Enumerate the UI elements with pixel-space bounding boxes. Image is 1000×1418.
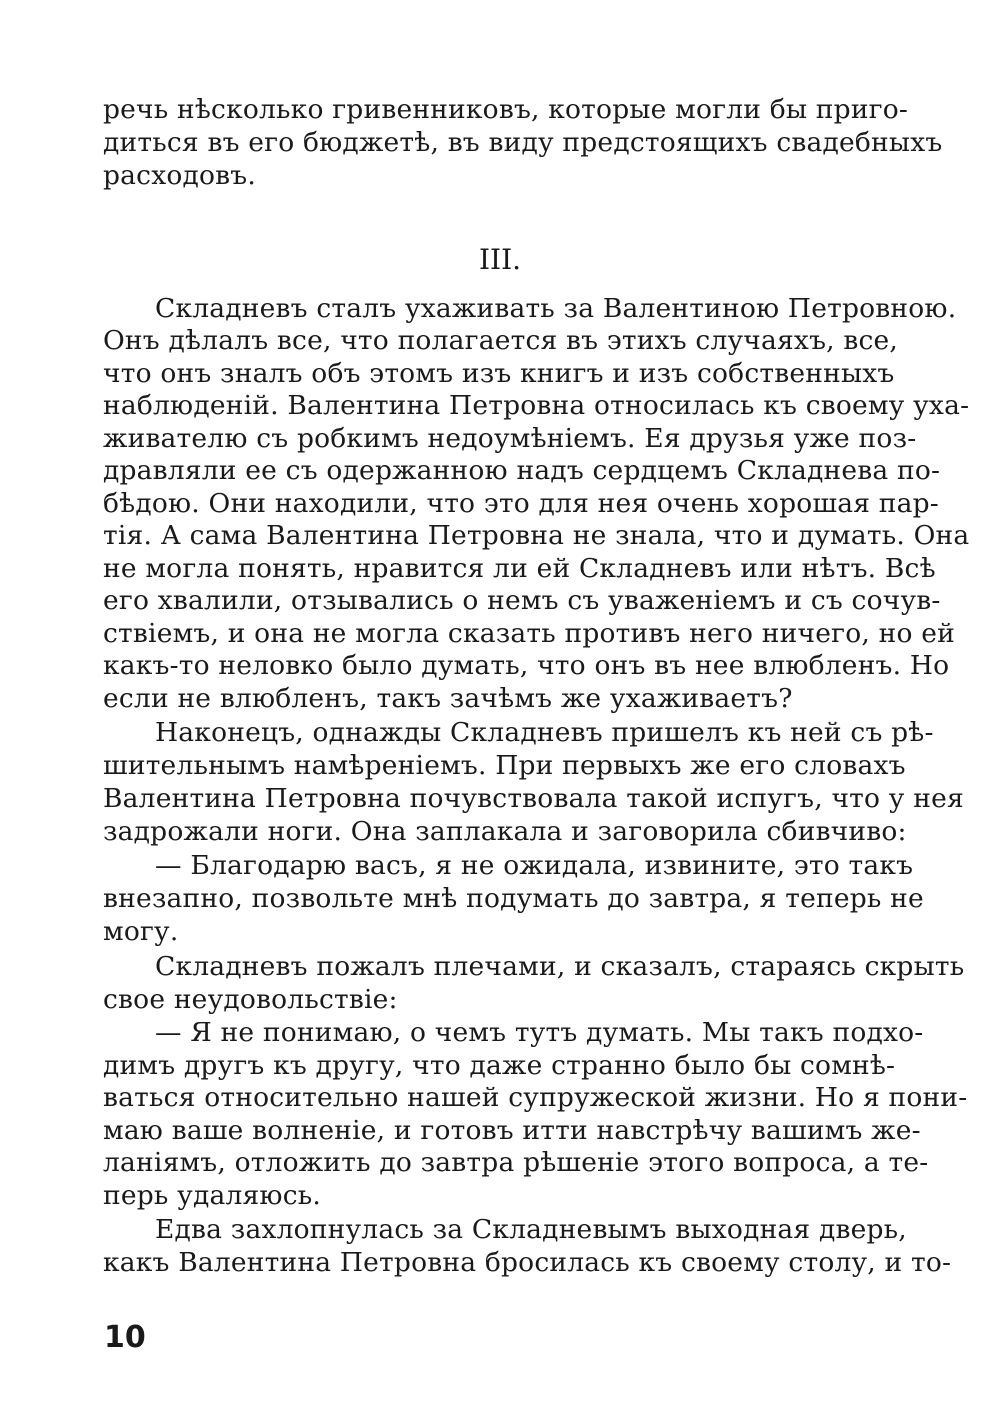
page-number: 10 bbox=[104, 1320, 146, 1355]
text-line: расходовъ. bbox=[103, 160, 256, 191]
text-line: речь нѣсколько гривенниковъ, которые могли бы приго- bbox=[103, 94, 909, 125]
text-line: свое неудовольствіе: bbox=[103, 984, 398, 1015]
text-line: ваться относительно нашей супружеской жизни. Но я пони- bbox=[103, 1082, 968, 1113]
text-line: что онъ зналъ объ этомъ изъ книгъ и изъ собственныхъ bbox=[103, 358, 895, 389]
text-line: Онъ дѣлалъ все, что полагается въ этихъ случаяхъ, все, bbox=[103, 325, 899, 356]
text-line: живателю съ робкимъ недоумѣніемъ. Ея друзья уже поз- bbox=[103, 423, 917, 454]
text-line: могу. bbox=[103, 916, 179, 947]
text-line: — Благодарю васъ, я не ожидала, извините, это такъ bbox=[155, 850, 914, 881]
text-line: Наконецъ, однажды Складневъ пришелъ къ ней съ рѣ- bbox=[155, 717, 934, 748]
text-line: какъ Валентина Петровна бросилась къ своему столу, и то- bbox=[103, 1247, 952, 1278]
text-line: Валентина Петровна почувствовала такой испугъ, что у нея bbox=[103, 783, 964, 814]
text-line: — Я не понимаю, о чемъ тутъ думать. Мы такъ подхо- bbox=[155, 1017, 924, 1048]
text-line: если не влюбленъ, такъ зачѣмъ же ухаживаетъ? bbox=[103, 683, 793, 714]
text-line: задрожали ноги. Она заплакала и заговорила сбивчиво: bbox=[103, 816, 907, 847]
text-line: перь удаляюсь. bbox=[103, 1180, 321, 1211]
text-line: его хвалили, отзывались о немъ съ уваженіемъ и съ сочув- bbox=[103, 585, 941, 616]
text-line: ланіямъ, отложить до завтра рѣшеніе этого вопроса, а те- bbox=[103, 1147, 929, 1178]
text-line: Складневъ сталъ ухаживать за Валентиною Петровною. bbox=[155, 293, 957, 324]
text-line: дравляли ее съ одержанною надъ сердцемъ Складнева по- bbox=[103, 455, 941, 486]
chapter-heading: III. bbox=[478, 243, 522, 276]
text-line: какъ-то неловко было думать, что онъ въ нее влюбленъ. Но bbox=[103, 650, 950, 681]
text-line: димъ другъ къ другу, что даже странно было бы сомнѣ- bbox=[103, 1050, 896, 1081]
text-line: ствіемъ, и она не могла сказать противъ него ничего, но ей bbox=[103, 618, 955, 649]
text-line: бѣдою. Они находили, что это для нея очень хорошая пар- bbox=[103, 488, 939, 519]
text-line: Складневъ пожалъ плечами, и сказалъ, стараясь скрыть bbox=[155, 951, 965, 982]
text-line: диться въ его бюджетѣ, въ виду предстоящихъ свадебныхъ bbox=[103, 127, 943, 158]
text-line: Едва захлопнулась за Складневымъ выходная дверь, bbox=[155, 1214, 907, 1245]
text-line: не могла понять, нравится ли ей Складневъ или нѣтъ. Всѣ bbox=[103, 553, 936, 584]
text-line: наблюденій. Валентина Петровна относилась къ своему уха- bbox=[103, 390, 970, 421]
text-line: маю ваше волненіе, и готовъ итти навстрѣчу вашимъ же- bbox=[103, 1115, 921, 1146]
text-line: внезапно, позвольте мнѣ подумать до завтра, я теперь не bbox=[103, 883, 924, 914]
text-line: тія. А сама Валентина Петровна не знала, что и думать. Она bbox=[103, 520, 970, 551]
text-line: шительнымъ намѣреніемъ. При первыхъ же его словахъ bbox=[103, 750, 906, 781]
